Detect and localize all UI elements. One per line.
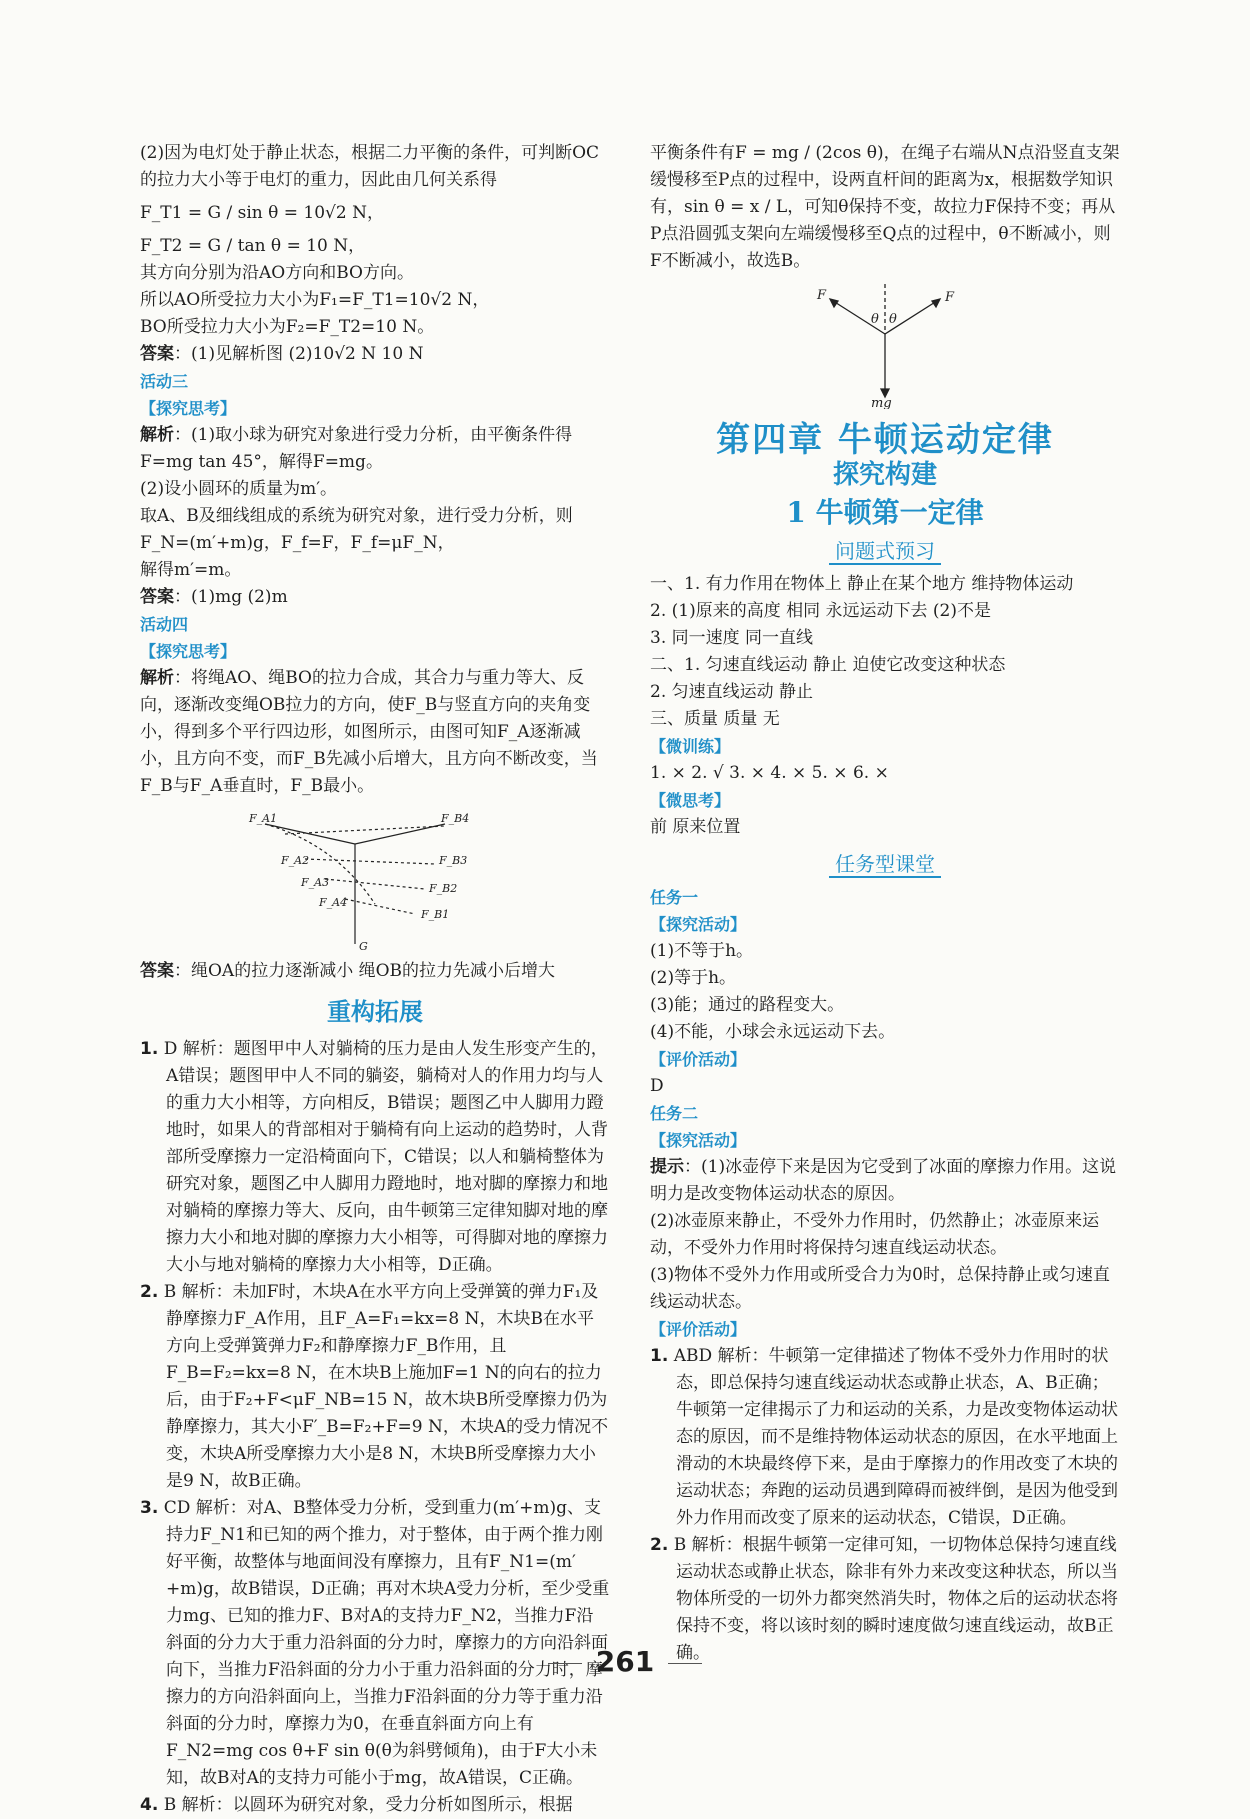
question-text: ABD 解析：牛顿第一定律描述了物体不受外力作用时的状态，即总保持匀速直线运动状态或静止状态，A、B正确；牛顿第一定律揭示了力和运动的关系，力是改变物体运动状态的原因，而不是维持物体运动状态的原因，在水平地面上滑动的木块最终停下来，是由于摩擦力的作用改变了木块的运动状态；奔跑的运动员遇到障碍而被绊倒，是因为他受到外力作用而改变了原来的运动状态，C错误，D正确。 [673, 1346, 1118, 1528]
ring-force-figure [805, 279, 965, 409]
preview-line: 三、质量 质量 无 [650, 709, 780, 729]
fig-label-fb1: F_B1 [421, 908, 450, 921]
force-parallelogram-figure [245, 804, 505, 954]
fig-label-fb2: F_B2 [429, 882, 458, 895]
preview-line: 二、1. 匀速直线运动 静止 迫使它改变这种状态 [650, 655, 1006, 675]
formula-ft2: F_T2 = G / tan θ = 10 N， [140, 236, 366, 256]
task-line: (1)不等于h。 [650, 941, 754, 961]
analysis-label: 解析 [140, 668, 174, 688]
micro-training-heading: 【微训练】 [650, 737, 731, 756]
evaluate-activity-heading: 【评价活动】 [650, 1320, 747, 1339]
question-number: 1. [140, 1039, 159, 1059]
preview-heading [650, 538, 1120, 565]
chapter-subtitle: 探究构建 [832, 460, 937, 490]
paragraph: BO所受拉力大小为F₂=F_T2=10 N。 [140, 317, 435, 337]
question-text: B 解析：未加F时，木块A在水平方向上受弹簧的弹力F₁及静摩擦力F_A作用，且F_A=F₁=kx=8 N，木块B在水平方向上受弹簧弹力F₂和静摩擦力F_B作用，且F_B=F₂=kx=8 N，在木块B上施加F=1 N的向右的拉力后，由于F₂+F<μF_NB=15 N，故木块B所受摩擦力仍为静摩擦力，其大小F′_B=F₂+F=9 N，木块A的受力情况不变，木块A所受摩擦力大小是8 N，木块B所受摩擦力大小是9 N，故B正确。 [163, 1282, 609, 1491]
formula-ft1: F_T1 = G / sin θ = 10√2 N， [140, 203, 384, 223]
preview-line: 2. (1)原来的高度 相同 永远运动下去 (2)不是 [650, 601, 991, 621]
analysis [140, 422, 610, 476]
right-column [650, 140, 1120, 1667]
page-number-text: 261 [595, 1645, 655, 1678]
paragraph: 解得m′=m。 [140, 560, 242, 580]
preview-line: 3. 同一速度 同一直线 [650, 628, 814, 648]
fig-label-theta-left: θ [871, 312, 879, 327]
answer-label: 答案 [140, 961, 174, 981]
question-1 [140, 1036, 610, 1279]
fig-label-fa4: F_A4 [319, 896, 348, 909]
question-2 [140, 1279, 610, 1495]
answer [140, 958, 610, 985]
fig-label-fb4: F_B4 [441, 812, 470, 825]
lesson-title: 1 牛顿第一定律 [786, 496, 984, 529]
answer [140, 584, 610, 611]
fig-label-fa1: F_A1 [249, 812, 278, 825]
task-line: (3)物体不受外力作用或所受合力为0时，总保持静止或匀速直线运动状态。 [650, 1265, 1110, 1312]
answer-text: ：(1)mg (2)m [174, 587, 288, 607]
divider [668, 1663, 702, 1664]
answer [140, 341, 610, 368]
question-number: 2. [140, 1282, 159, 1302]
paragraph: (2)设小圆环的质量为m′。 [140, 479, 338, 499]
section-title: 重构拓展 [327, 998, 423, 1026]
explore-activity-heading: 【探究活动】 [650, 915, 747, 934]
analysis [140, 665, 610, 800]
answer-label: 答案 [140, 587, 174, 607]
micro-thinking-answer: 前 原来位置 [650, 817, 741, 837]
question-number: 4. [140, 1795, 159, 1815]
question-number: 1. [650, 1346, 669, 1366]
task-line: (2)冰壶原来静止，不受外力作用时，仍然静止；冰壶原来运动，不受外力作用时将保持匀速直线运动状态。 [650, 1211, 1100, 1258]
question-text: CD 解析：对A、B整体受力分析，受到重力(m′+m)g、支持力F_N1和已知的两个推力，对于整体，由于两个推力刚好平衡，故整体与地面间没有摩擦力，且有F_N1=(m′+m)g，故B错误，D正确；再对木块A受力分析，至少受重力mg、已知的推力F、B对A的支持力F_N2，当推力F沿斜面的分力大于重力沿斜面的分力时，摩擦力的方向沿斜面向下，当推力F沿斜面的分力小于重力沿斜面的分力时，摩擦力的方向沿斜面向上，当推力F沿斜面的分力等于重力沿斜面的分力时，摩擦力为0，在垂直斜面方向上有F_N2=mg cos θ+F sin θ(θ为斜劈倾角)，由于F大小未知，故B对A的支持力可能小于mg，故A错误，C正确。 [163, 1498, 610, 1788]
question-text: B 解析：根据牛顿第一定律可知，一切物体总保持匀速直线运动状态或静止状态，除非有外力来改变这种状态，所以当物体所受的一切外力都突然消失时，物体之后的运动状态将保持不变，将以该时刻的瞬时速度做匀速直线运动，故B正确。 [673, 1535, 1118, 1663]
question-4 [140, 1792, 610, 1819]
tanjiu-heading: 【探究思考】 [140, 642, 237, 661]
fig-label-fa2: F_A2 [281, 854, 310, 867]
micro-thinking-heading: 【微思考】 [650, 791, 731, 810]
paragraph: (2)因为电灯处于静止状态，根据二力平衡的条件，可判断OC的拉力大小等于电灯的重力，因此由几何关系得 [140, 143, 600, 190]
hint-label: 提示 [650, 1157, 684, 1177]
explore-activity-heading: 【探究活动】 [650, 1131, 747, 1150]
answer-text: ：(1)见解析图 (2)10√2 N 10 N [174, 344, 424, 364]
answer-text: ：绳OA的拉力逐渐减小 绳OB的拉力先减小后增大 [174, 961, 556, 981]
classroom-heading [650, 851, 1120, 878]
micro-training-answers: 1. × 2. √ 3. × 4. × 5. × 6. × [650, 763, 889, 783]
preview-line: 2. 匀速直线运动 静止 [650, 682, 814, 702]
paragraph: 平衡条件有F = mg / (2cos θ)，在绳子右端从N点沿竖直支架缓慢移至P点的过程中，设两直杆间的距离为x，根据数学知识有，sin θ = x / L，可知θ保持不变，故拉力F保持不变；再从P点沿圆弧支架向左端缓慢移至Q点的过程中，θ不断减小，则F不断减小，故选B。 [650, 143, 1120, 271]
analysis-text: ：(1)取小球为研究对象进行受力分析，由平衡条件得F=mg tan 45°，解得F=mg。 [140, 425, 573, 472]
analysis-text: ：将绳AO、绳BO的拉力合成，其合力与重力等大、反向，逐渐改变绳OB拉力的方向，使F_B与竖直方向的夹角变小，得到多个平行四边形，如图所示，由图可知F_A逐渐减小，且方向不变，而F_B先减小后增大，且方向不断改变，当F_B与F_A垂直时，F_B最小。 [140, 668, 598, 796]
hint-text: ：(1)冰壶停下来是因为它受到了冰面的摩擦力作用。这说明力是改变物体运动状态的原因。 [650, 1157, 1117, 1204]
chapter-title: 第四章 牛顿运动定律 [716, 420, 1054, 460]
page-number [0, 1645, 1250, 1678]
answer-label: 答案 [140, 344, 174, 364]
evaluation-question-1 [650, 1343, 1120, 1532]
task-line: (3)能；通过的路程变大。 [650, 995, 845, 1015]
question-number: 2. [650, 1535, 669, 1555]
task-one-heading: 任务一 [650, 888, 699, 907]
question-text: D 解析：题图甲中人对躺椅的压力是由人发生形变产生的，A错误；题图甲中人不同的躺姿，躺椅对人的作用力均与人的重力大小相等，方向相反，B错误；题图乙中人脚用力蹬地时，如果人的背部相对于躺椅有向上运动的趋势时，人背部所受摩擦力一定沿椅面向下，C错误；以人和躺椅整体为研究对象，题图乙中人脚用力蹬地时，地对脚的摩擦力和地对躺椅的摩擦力等大、反向，由牛顿第三定律知脚对地的摩擦力大小和地对脚的摩擦力大小相等，可得脚对地的摩擦力大小与地对躺椅的摩擦力大小相等，D正确。 [163, 1039, 608, 1275]
analysis-label: 解析 [140, 425, 174, 445]
classroom-heading-text: 任务型课堂 [829, 852, 941, 878]
fig-label-theta-right: θ [889, 312, 897, 327]
paragraph: 所以AO所受拉力大小为F₁=F_T1=10√2 N， [140, 290, 490, 310]
evaluate-activity-heading: 【评价活动】 [650, 1050, 747, 1069]
fig-label-f-left: F [817, 288, 827, 303]
preview-heading-text: 问题式预习 [829, 539, 941, 565]
task-two-heading: 任务二 [650, 1104, 699, 1123]
divider [548, 1663, 582, 1664]
paragraph: 取A、B及细线组成的系统为研究对象，进行受力分析，则F_N=(m′+m)g，F_f=F，F_f=μF_N， [140, 506, 573, 553]
activity-four-heading: 活动四 [140, 615, 189, 634]
preview-line: 一、1. 有力作用在物体上 静止在某个地方 维持物体运动 [650, 574, 1074, 594]
tanjiu-heading: 【探究思考】 [140, 399, 237, 418]
fig-label-f-right: F [945, 290, 955, 305]
paragraph: 其方向分别为沿AO方向和BO方向。 [140, 263, 414, 283]
fig-label-fa3: F_A3 [301, 876, 330, 889]
fig-label-fb3: F_B3 [439, 854, 468, 867]
question-number: 3. [140, 1498, 159, 1518]
question-text: B 解析：以圆环为研究对象，受力分析如图所示，根据 [163, 1795, 573, 1815]
hint [650, 1154, 1120, 1208]
left-column [140, 140, 610, 1819]
question-3 [140, 1495, 610, 1792]
fig-label-g: G [359, 940, 368, 953]
task-answer: D [650, 1076, 664, 1096]
fig-label-mg: mg [871, 396, 892, 409]
task-line: (2)等于h。 [650, 968, 737, 988]
task-line: (4)不能，小球会永远运动下去。 [650, 1022, 896, 1042]
activity-three-heading: 活动三 [140, 372, 189, 391]
